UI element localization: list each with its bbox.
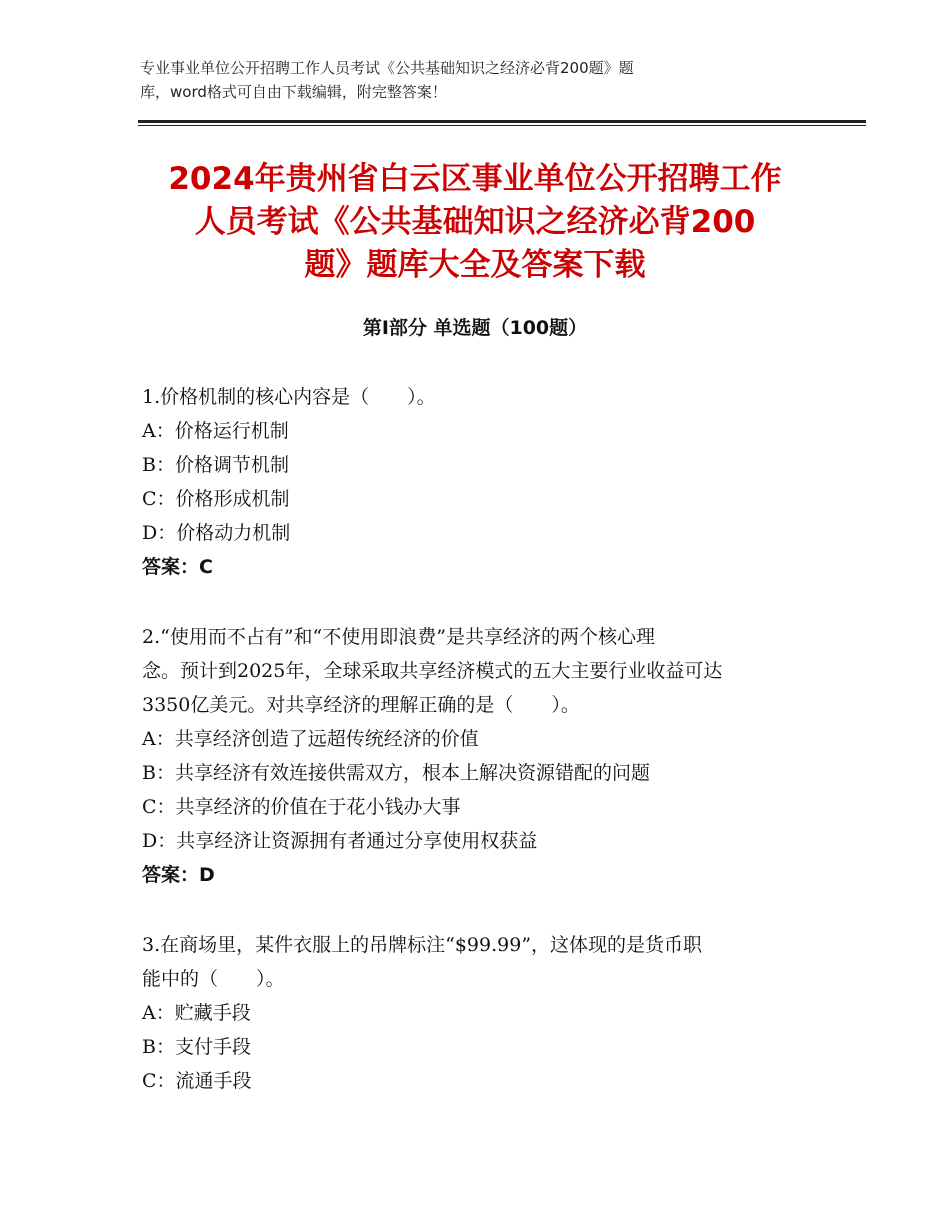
- option-c: C：流通手段: [142, 1070, 252, 1092]
- title-line-1: 2024年贵州省白云区事业单位公开招聘工作: [168, 161, 782, 197]
- option-b: B：共享经济有效连接供需双方，根本上解决资源错配的问题: [142, 762, 650, 784]
- title-line-3: 题》题库大全及答案下载: [304, 247, 646, 283]
- header-rule-thick: [138, 120, 866, 123]
- question-stem: 1.价格机制的核心内容是（ ）。: [142, 386, 436, 408]
- section-title: 第Ⅰ部分 单选题（100题）: [362, 317, 588, 339]
- option-d: D：价格动力机制: [142, 522, 291, 544]
- question-item: [142, 928, 822, 1098]
- document-header: [140, 56, 780, 104]
- header-line-1: 专业事业单位公开招聘工作人员考试《公共基础知识之经济必背200题》题: [140, 59, 634, 77]
- option-b: B：价格调节机制: [142, 454, 289, 476]
- question-stem: 3.在商场里，某件衣服上的吊牌标注“$99.99”，这体现的是货币职: [142, 934, 703, 956]
- option-a: A：价格运行机制: [142, 420, 289, 442]
- question-item: [142, 620, 822, 892]
- option-c: C：共享经济的价值在于花小钱办大事: [142, 796, 461, 818]
- question-stem: 2.“使用而不占有”和“不使用即浪费”是共享经济的两个核心理: [142, 626, 655, 648]
- question-list: [142, 380, 822, 1134]
- question-stem: 能中的（ ）。: [142, 968, 285, 990]
- question-stem: 念。预计到2025年，全球采取共享经济模式的五大主要行业收益可达: [142, 660, 723, 682]
- question-stem: 3350亿美元。对共享经济的理解正确的是（ ）。: [142, 694, 580, 716]
- header-rule-thin: [138, 125, 866, 126]
- answer: 答案：C: [142, 556, 213, 578]
- option-a: A：贮藏手段: [142, 1002, 251, 1024]
- document-title: [120, 158, 830, 287]
- option-b: B：支付手段: [142, 1036, 251, 1058]
- title-line-2: 人员考试《公共基础知识之经济必背200: [194, 204, 756, 240]
- header-line-2: 库，word格式可自由下载编辑，附完整答案！: [140, 83, 447, 101]
- option-d: D：共享经济让资源拥有者通过分享使用权获益: [142, 830, 538, 852]
- question-item: [142, 380, 822, 584]
- answer: 答案：D: [142, 864, 215, 886]
- option-a: A：共享经济创造了远超传统经济的价值: [142, 728, 479, 750]
- option-c: C：价格形成机制: [142, 488, 290, 510]
